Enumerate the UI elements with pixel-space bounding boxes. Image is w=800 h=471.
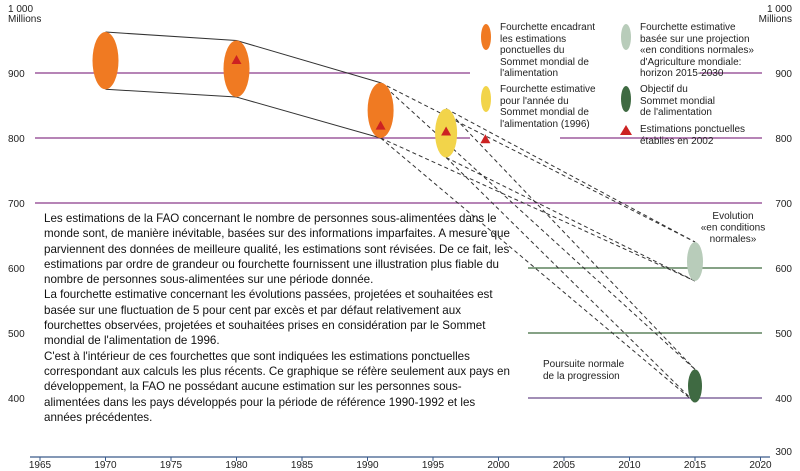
legend-label-point: Estimations ponctuelles établies en 2002 <box>640 124 746 147</box>
x-tick-label-1965: 1965 <box>28 460 52 471</box>
annotation-evolution-1: «en conditions <box>700 222 766 234</box>
annotation-evolution-2: normales» <box>709 234 757 245</box>
y-tick-label-left-900: 900 <box>8 69 25 80</box>
y-tick-label-left-800: 800 <box>8 134 25 145</box>
y-unit-left: Millions <box>8 14 42 25</box>
legend-swatch-summit <box>481 24 491 50</box>
annotation-progression-0: Poursuite normale <box>543 359 625 370</box>
legend-label-summit: Fourchette encadrant les estimations ponctuelles du Sommet mondial de l'alimentation <box>500 22 596 79</box>
x-tick-label-1975: 1975 <box>159 460 183 471</box>
x-tick-label-1985: 1985 <box>290 460 314 471</box>
range-ellipse-summit-1970 <box>93 32 119 89</box>
y-tick-label-right-1000: 1 000 <box>766 4 792 15</box>
y-tick-label-right-300: 300 <box>775 447 792 458</box>
x-tick-label-2000: 2000 <box>487 460 510 471</box>
x-tick-label-1980: 1980 <box>225 460 248 471</box>
x-tick-label-1990: 1990 <box>356 460 379 471</box>
x-tick-label-2020: 2020 <box>749 460 772 471</box>
range-ellipse-summit-1980 <box>224 41 250 98</box>
range-connector-top-1 <box>237 41 381 83</box>
x-tick-label-1970: 1970 <box>94 460 117 471</box>
legend-swatch-projection <box>621 24 631 50</box>
explanatory-text <box>44 211 514 425</box>
y-tick-label-left-1000: 1 000 <box>8 4 34 15</box>
x-tick-label-2010: 2010 <box>618 460 641 471</box>
x-tick-label-1995: 1995 <box>421 460 445 471</box>
y-tick-label-right-800: 800 <box>775 134 792 145</box>
y-tick-label-right-400: 400 <box>775 394 792 405</box>
annotation-progression-1: de la progression <box>543 371 620 382</box>
x-tick-label-2005: 2005 <box>552 460 576 471</box>
legend-swatch-point <box>620 125 632 135</box>
y-tick-label-right-900: 900 <box>775 69 792 80</box>
x-tick-label-2015: 2015 <box>683 460 707 471</box>
y-tick-label-left-400: 400 <box>8 394 25 405</box>
legend-swatch-summit-year <box>481 86 491 112</box>
y-tick-label-right-500: 500 <box>775 329 792 340</box>
paragraph-3: C'est à l'intérieur de ces fourchettes que sont indiquées les estimations ponctuelles correspondant aux calculs les plus récents. Ce graphique se réfère seulement aux pays en développement, la FAO ne possédant aucune estimation sur les personnes sous-alimentées dans les pays développés pour la période de référence 1990-1992 et les années précédentes. <box>44 349 510 424</box>
y-tick-label-right-600: 600 <box>775 264 792 275</box>
range-ellipse-goal-2015 <box>688 369 702 402</box>
paragraph-2: La fourchette estimative concernant les évolutions passées, projetées et souhaitées est basée sur une fluctuation de 5 pour cent par excès et par défaut relativement aux fourchettes observées, projetées et souhaitées prises en considération par le Sommet mondial de l'alimentation de 1996. <box>44 288 493 348</box>
annotation-evolution-0: Evolution <box>712 211 754 222</box>
legend-label-summit-year: Fourchette estimative pour l'année du Sommet mondial de l'alimentation (1996) <box>500 84 596 130</box>
legend-label-projection: Fourchette estimative basée sur une projection «en conditions normales» d'Agriculture mondiale: horizon 2015-2030 <box>640 22 754 79</box>
range-connector-top-0 <box>106 32 237 40</box>
y-tick-label-left-700: 700 <box>8 199 25 210</box>
y-tick-label-left-600: 600 <box>8 264 25 275</box>
range-ellipse-projection-2015 <box>687 242 703 281</box>
range-ellipse-summit-1991 <box>368 83 394 138</box>
range-connector-bottom-0 <box>106 89 237 97</box>
y-unit-right: Millions <box>758 14 792 25</box>
y-tick-label-right-700: 700 <box>775 199 792 210</box>
legend-swatch-goal <box>621 86 631 112</box>
legend-label-goal: Objectif du Sommet mondial de l'alimentation <box>640 84 716 118</box>
y-tick-label-left-500: 500 <box>8 329 25 340</box>
point-estimate-1999 <box>480 134 490 143</box>
range-connector-bottom-1 <box>237 97 381 138</box>
paragraph-1: Les estimations de la FAO concernant le nombre de personnes sous-alimentées dans le monde sont, de manière inévitable, basées sur des informations imparfaites. A mesure que parviennent des données de meilleure qualité, les estimations sont révisées. De ce fait, les estimations par ordre de grandeur ou fourchette fournissent une illustration plus fiable du nombre de personnes sous-alimentées sur une période donnée. <box>44 212 510 287</box>
